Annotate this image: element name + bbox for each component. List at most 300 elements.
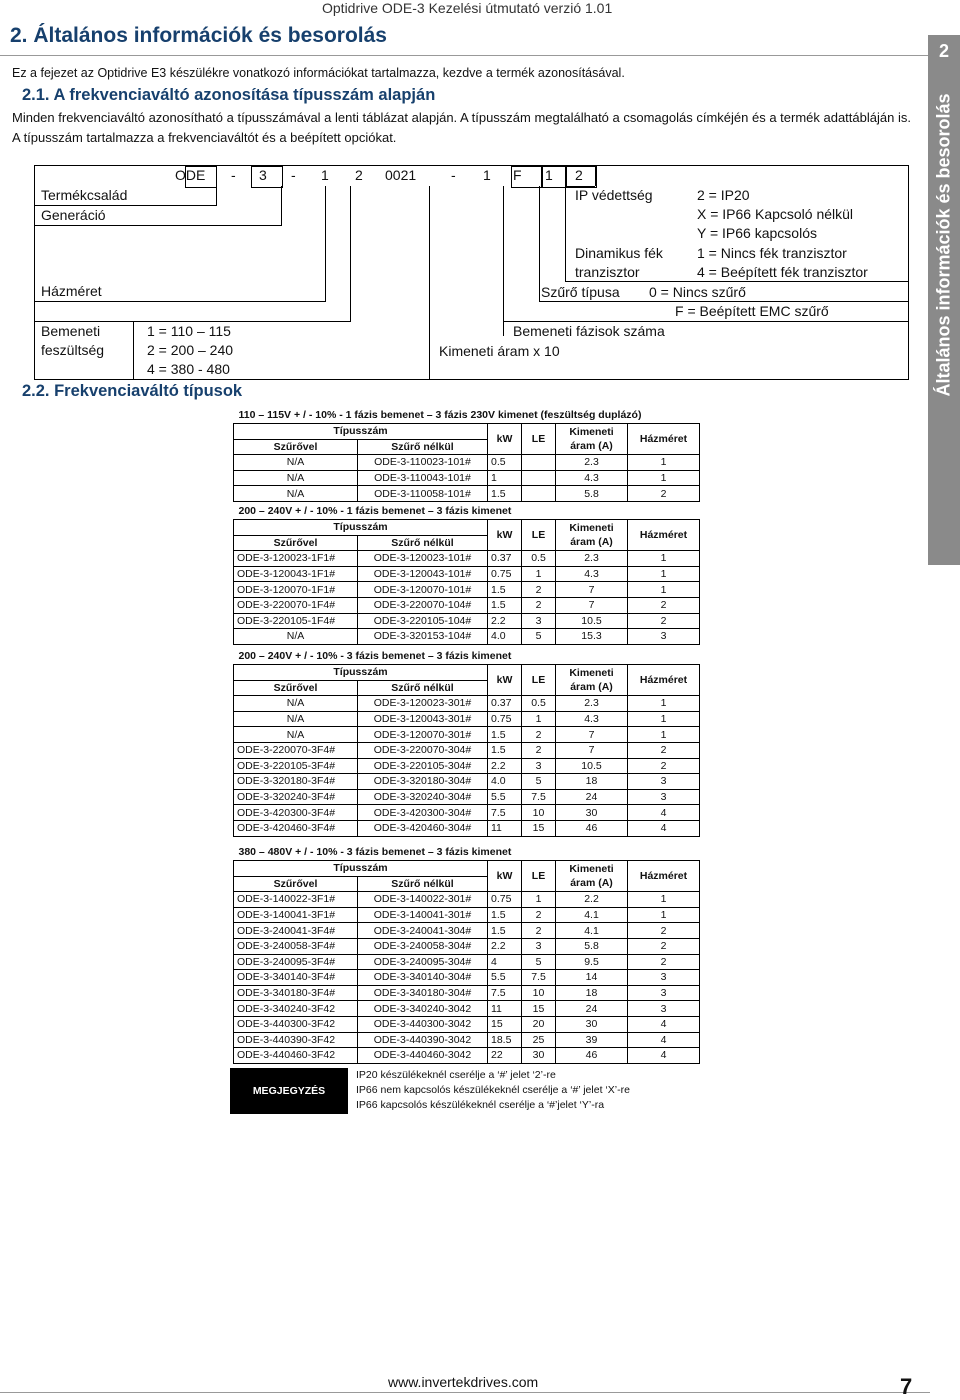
cell-with-filter: N/A (234, 470, 358, 486)
cell-current: 2.3 (556, 455, 628, 471)
header-kw: kW (488, 665, 522, 696)
cell-frame: 2 (628, 923, 700, 939)
cell-without-filter: ODE-3-420300-304# (358, 805, 488, 821)
voltage-option-1: 1 = 110 – 115 (147, 323, 231, 339)
cell-frame: 4 (628, 1016, 700, 1032)
line-phases (503, 321, 908, 322)
filter-option-0: 0 = Nincs szűrő (649, 284, 746, 300)
header-type-number: Típusszám (234, 861, 488, 877)
cell-hp: 0.5 (522, 696, 556, 712)
cell-kw: 0.37 (488, 551, 522, 567)
chapter-title: 2. Általános információk és besorolás (10, 24, 387, 47)
footer-divider (0, 1392, 930, 1393)
header-kw: kW (488, 424, 522, 455)
cell-frame: 4 (628, 1032, 700, 1048)
cell-kw: 0.5 (488, 455, 522, 471)
footer-url[interactable]: www.invertekdrives.com (388, 1374, 539, 1390)
header-output-current-2: áram (A) (570, 877, 613, 890)
cell-without-filter: ODE-3-220105-304# (358, 758, 488, 774)
cell-hp: 5 (522, 629, 556, 645)
header-without-filter: Szűrő nélkül (358, 876, 488, 892)
cell-kw: 4 (488, 954, 522, 970)
code-voltage: 2 (355, 167, 363, 183)
section-title-identification: 2.1. A frekvenciaváltó azonosítása típusszám alapján (22, 86, 436, 104)
cell-with-filter: N/A (234, 455, 358, 471)
cell-frame: 3 (628, 1001, 700, 1017)
cell-hp: 2 (522, 907, 556, 923)
cell-without-filter: ODE-3-340240-3042 (358, 1001, 488, 1017)
cell-hp: 2 (522, 597, 556, 613)
cell-without-filter: ODE-3-340180-304# (358, 985, 488, 1001)
cell-hp: 7.5 (522, 789, 556, 805)
document-header: Optidrive ODE-3 Kezelési útmutató verzió 1.01 (322, 0, 613, 16)
cell-current: 5.8 (556, 486, 628, 502)
line-brake-v (565, 186, 566, 282)
code-phases: 1 (483, 167, 491, 183)
table-row (234, 805, 700, 821)
cell-with-filter: ODE-3-340240-3F42 (234, 1001, 358, 1017)
cell-kw: 0.37 (488, 696, 522, 712)
table-row (234, 820, 700, 836)
filter-option-f: F = Beépített EMC szűrő (675, 303, 829, 319)
table-row (234, 923, 700, 939)
header-output-current-2: áram (A) (570, 681, 613, 694)
header-with-filter: Szűrővel (234, 680, 358, 696)
cell-frame: 2 (628, 938, 700, 954)
cell-without-filter: ODE-3-320240-304# (358, 789, 488, 805)
table-row (234, 551, 700, 567)
table-row (234, 566, 700, 582)
cell-hp: 2 (522, 742, 556, 758)
cell-hp (522, 455, 556, 471)
cell-with-filter: ODE-3-440460-3F42 (234, 1048, 358, 1064)
note-label: MEGJEGYZÉS (230, 1068, 348, 1114)
table-row (234, 727, 700, 743)
cell-with-filter: ODE-3-340180-3F4# (234, 985, 358, 1001)
table-row (234, 907, 700, 923)
header-output-current (556, 424, 628, 455)
header-hp: LE (522, 424, 556, 455)
cell-hp: 10 (522, 985, 556, 1001)
cell-frame: 1 (628, 455, 700, 471)
code-dash-2: - (291, 167, 296, 183)
table-row (234, 954, 700, 970)
cell-with-filter: ODE-3-340140-3F4# (234, 970, 358, 986)
table-row (234, 613, 700, 629)
cell-hp: 5 (522, 774, 556, 790)
cell-without-filter: ODE-3-110043-101# (358, 470, 488, 486)
cell-kw: 7.5 (488, 805, 522, 821)
cell-without-filter: ODE-3-120043-301# (358, 711, 488, 727)
cell-frame: 2 (628, 613, 700, 629)
cell-with-filter: N/A (234, 727, 358, 743)
cell-frame: 2 (628, 486, 700, 502)
cell-frame: 1 (628, 566, 700, 582)
table-row (234, 758, 700, 774)
drive-type-table (233, 647, 700, 837)
cell-hp: 25 (522, 1032, 556, 1048)
cell-without-filter: ODE-3-320153-104# (358, 629, 488, 645)
cell-without-filter: ODE-3-120023-301# (358, 696, 488, 712)
table-title: 200 – 240V + / - 10% - 3 fázis bemenet – 3 fázis kimenet (238, 649, 512, 662)
table-row (234, 1001, 700, 1017)
type-code-diagram (34, 165, 909, 380)
ip-option-2: 2 = IP20 (697, 187, 750, 203)
cell-hp: 1 (522, 892, 556, 908)
table-row (234, 938, 700, 954)
cell-kw: 1.5 (488, 923, 522, 939)
table-row (234, 742, 700, 758)
cell-with-filter: ODE-3-320180-3F4# (234, 774, 358, 790)
table-title: 110 – 115V + / - 10% - 1 fázis bemenet – 3 fázis 230V kimenet (feszültség duplázó) (238, 408, 642, 421)
label-output-current: Kimeneti áram x 10 (439, 343, 560, 359)
header-output-current-2: áram (A) (570, 536, 613, 549)
cell-with-filter: ODE-3-140022-3F1# (234, 892, 358, 908)
chapter-side-tab (928, 35, 960, 565)
header-type-number: Típusszám (234, 665, 488, 681)
cell-kw: 22 (488, 1048, 522, 1064)
cell-frame: 3 (628, 629, 700, 645)
table-title-row (234, 647, 700, 665)
label-brake-2: tranzisztor (575, 264, 640, 280)
cell-hp: 2 (522, 582, 556, 598)
cell-kw: 0.75 (488, 892, 522, 908)
table-title-row (234, 406, 700, 424)
code-filter: F (513, 167, 522, 183)
table-row (234, 711, 700, 727)
line-voltage (35, 321, 350, 322)
cell-kw: 1.5 (488, 582, 522, 598)
cell-kw: 18.5 (488, 1032, 522, 1048)
cell-without-filter: ODE-3-220105-104# (358, 613, 488, 629)
cell-with-filter: ODE-3-220070-1F4# (234, 597, 358, 613)
cell-current: 18 (556, 774, 628, 790)
cell-with-filter: ODE-3-120070-1F1# (234, 582, 358, 598)
table-header-row (234, 861, 700, 877)
drive-type-table (233, 406, 700, 502)
cell-current: 10.5 (556, 613, 628, 629)
header-with-filter: Szűrővel (234, 876, 358, 892)
cell-frame: 4 (628, 820, 700, 836)
cell-hp: 7.5 (522, 970, 556, 986)
cell-hp: 30 (522, 1048, 556, 1064)
cell-current: 7 (556, 597, 628, 613)
cell-current: 5.8 (556, 938, 628, 954)
table-row (234, 629, 700, 645)
header-frame-size: Házméret (628, 861, 700, 892)
note-box (230, 1068, 696, 1114)
cell-kw: 2.2 (488, 758, 522, 774)
line-frame-v (325, 186, 326, 302)
label-brake-1: Dinamikus fék (575, 245, 663, 261)
table-row (234, 1032, 700, 1048)
table-header-row (234, 665, 700, 681)
cell-frame: 2 (628, 954, 700, 970)
cell-with-filter: N/A (234, 629, 358, 645)
cell-kw: 11 (488, 820, 522, 836)
cell-hp: 10 (522, 805, 556, 821)
label-input-phases: Bemeneti fázisok száma (513, 323, 665, 339)
cell-without-filter: ODE-3-140022-301# (358, 892, 488, 908)
cell-current: 7 (556, 727, 628, 743)
table-row (234, 486, 700, 502)
page-number: 7 (900, 1374, 913, 1399)
header-hp: LE (522, 520, 556, 551)
cell-current: 4.1 (556, 923, 628, 939)
cell-hp: 20 (522, 1016, 556, 1032)
table-row (234, 1048, 700, 1064)
cell-frame: 2 (628, 758, 700, 774)
cell-frame: 1 (628, 582, 700, 598)
cell-kw: 7.5 (488, 985, 522, 1001)
brake-option-4: 4 = Beépített fék tranzisztor (697, 264, 868, 280)
table-row (234, 470, 700, 486)
cell-without-filter: ODE-3-240058-304# (358, 938, 488, 954)
header-output-current (556, 520, 628, 551)
line-family (35, 205, 217, 206)
table-title-row (234, 502, 700, 520)
cell-current: 7 (556, 582, 628, 598)
cell-with-filter: N/A (234, 696, 358, 712)
cell-hp: 1 (522, 711, 556, 727)
note-line: IP20 készülékeknél cserélje a ‘#’ jelet ‘2’-re (356, 1069, 556, 1081)
cell-with-filter: ODE-3-120043-1F1# (234, 566, 358, 582)
cell-kw: 4.0 (488, 629, 522, 645)
cell-hp: 15 (522, 1001, 556, 1017)
code-ode: ODE (175, 167, 206, 183)
cell-kw: 0.75 (488, 566, 522, 582)
table-title: 380 – 480V + / - 10% - 3 fázis bemenet – 3 fázis kimenet (238, 845, 512, 858)
line-generation (35, 225, 281, 226)
header-hp: LE (522, 665, 556, 696)
cell-hp: 2 (522, 727, 556, 743)
cell-current: 24 (556, 789, 628, 805)
cell-frame: 1 (628, 711, 700, 727)
cell-without-filter: ODE-3-120070-101# (358, 582, 488, 598)
cell-without-filter: ODE-3-420460-304# (358, 820, 488, 836)
code-current: 0021 (385, 167, 417, 183)
voltage-option-4: 4 = 380 - 480 (147, 361, 230, 377)
header-type-number: Típusszám (234, 424, 488, 440)
cell-hp: 5 (522, 954, 556, 970)
cell-with-filter: ODE-3-220105-1F4# (234, 613, 358, 629)
cell-with-filter: ODE-3-420300-3F4# (234, 805, 358, 821)
header-without-filter: Szűrő nélkül (358, 680, 488, 696)
table-header-row (234, 520, 700, 536)
cell-current: 7 (556, 742, 628, 758)
cell-without-filter: ODE-3-120023-101# (358, 551, 488, 567)
cell-without-filter: ODE-3-220070-104# (358, 597, 488, 613)
cell-with-filter: ODE-3-220105-3F4# (234, 758, 358, 774)
cell-frame: 3 (628, 774, 700, 790)
code-dash-1: - (231, 167, 236, 183)
cell-frame: 2 (628, 742, 700, 758)
cell-hp (522, 470, 556, 486)
cell-frame: 4 (628, 1048, 700, 1064)
line-family-v (216, 186, 217, 206)
drive-type-table (233, 843, 700, 1064)
cell-kw: 11 (488, 1001, 522, 1017)
label-generation: Generáció (41, 207, 106, 223)
cell-frame: 1 (628, 696, 700, 712)
cell-without-filter: ODE-3-110058-101# (358, 486, 488, 502)
cell-without-filter: ODE-3-340140-304# (358, 970, 488, 986)
cell-current: 4.1 (556, 907, 628, 923)
note-line: IP66 kapcsolós készülékeknél cserélje a ‘#’jelet ‘Y’-ra (356, 1099, 605, 1111)
header-without-filter: Szűrő nélkül (358, 439, 488, 455)
header-frame-size: Házméret (628, 520, 700, 551)
label-product-family: Termékcsalád (41, 187, 128, 203)
table-row (234, 455, 700, 471)
cell-with-filter: N/A (234, 711, 358, 727)
cell-with-filter: ODE-3-240058-3F4# (234, 938, 358, 954)
cell-hp: 3 (522, 938, 556, 954)
label-input-voltage-1: Bemeneti (41, 323, 101, 339)
side-tab-number: 2 (938, 41, 949, 61)
table-row (234, 696, 700, 712)
header-kw: kW (488, 520, 522, 551)
cell-without-filter: ODE-3-220070-304# (358, 742, 488, 758)
cell-current: 4.3 (556, 470, 628, 486)
table-row (234, 892, 700, 908)
cell-with-filter: ODE-3-320240-3F4# (234, 789, 358, 805)
table-row (234, 1016, 700, 1032)
cell-current: 2.3 (556, 696, 628, 712)
drive-type-table (233, 502, 700, 645)
cell-kw: 1.5 (488, 597, 522, 613)
ip-option-x: X = IP66 Kapcsoló nélkül (697, 206, 854, 222)
cell-kw: 15 (488, 1016, 522, 1032)
cell-hp: 3 (522, 758, 556, 774)
cell-without-filter: ODE-3-120070-301# (358, 727, 488, 743)
code-frame: 1 (321, 167, 329, 183)
cell-with-filter: ODE-3-420460-3F4# (234, 820, 358, 836)
cell-kw: 1.5 (488, 486, 522, 502)
header-output-current-1: Kimeneti (569, 522, 614, 535)
cell-hp: 1 (522, 566, 556, 582)
cell-frame: 2 (628, 597, 700, 613)
cell-current: 10.5 (556, 758, 628, 774)
ip-option-y: Y = IP66 kapcsolós (697, 225, 817, 241)
identification-paragraph: Minden frekvenciaváltó azonosítható a típusszámával a lenti táblázat alapján. A típusszám megtalálható a csomagolás címkéjén és a termék adattábláján is. A típusszám tartalmazza a frekvenciaváltót és a beépített opciókat. (12, 110, 911, 145)
header-with-filter: Szűrővel (234, 439, 358, 455)
line-brake (565, 281, 908, 282)
cell-without-filter: ODE-3-240095-304# (358, 954, 488, 970)
header-hp: LE (522, 861, 556, 892)
label-frame-size: Házméret (41, 283, 102, 299)
cell-current: 18 (556, 985, 628, 1001)
header-type-number: Típusszám (234, 520, 488, 536)
cell-kw: 5.5 (488, 970, 522, 986)
label-input-voltage-2: feszültség (41, 342, 105, 358)
cell-current: 30 (556, 1016, 628, 1032)
table-row (234, 582, 700, 598)
chapter-intro: Ez a fejezet az Optidrive E3 készülékre vonatkozó információkat tartalmazza, kezdve a termék azonosításával. (12, 66, 625, 80)
cell-current: 4.3 (556, 711, 628, 727)
code-brake: 1 (545, 167, 553, 183)
header-with-filter: Szűrővel (234, 535, 358, 551)
cell-with-filter: ODE-3-440390-3F42 (234, 1032, 358, 1048)
cell-current: 46 (556, 1048, 628, 1064)
cell-with-filter: N/A (234, 486, 358, 502)
code-dash-3: - (451, 167, 456, 183)
cell-hp (522, 486, 556, 502)
cell-with-filter: ODE-3-140041-3F1# (234, 907, 358, 923)
cell-with-filter: ODE-3-240095-3F4# (234, 954, 358, 970)
table-row (234, 597, 700, 613)
label-filter-type: Szűrő típusa (541, 284, 620, 300)
header-frame-size: Házméret (628, 665, 700, 696)
cell-current: 39 (556, 1032, 628, 1048)
cell-kw: 2.2 (488, 938, 522, 954)
table-row (234, 970, 700, 986)
cell-without-filter: ODE-3-120043-101# (358, 566, 488, 582)
cell-hp: 2 (522, 923, 556, 939)
cell-with-filter: ODE-3-240041-3F4# (234, 923, 358, 939)
cell-without-filter: ODE-3-440390-3042 (358, 1032, 488, 1048)
line-voltage-div (133, 321, 134, 379)
label-ip-rating: IP védettség (575, 187, 653, 203)
note-lines (356, 1068, 630, 1113)
line-voltage-v (350, 186, 351, 322)
cell-kw: 4.0 (488, 774, 522, 790)
cell-hp: 0.5 (522, 551, 556, 567)
line-current-v (429, 186, 430, 379)
table-title-row (234, 843, 700, 861)
cell-without-filter: ODE-3-240041-304# (358, 923, 488, 939)
cell-kw: 1 (488, 470, 522, 486)
header-output-current (556, 665, 628, 696)
cell-with-filter: ODE-3-120023-1F1# (234, 551, 358, 567)
code-generation: 3 (259, 167, 267, 183)
section-title-types: 2.2. Frekvenciaváltó típusok (22, 382, 243, 400)
cell-frame: 1 (628, 727, 700, 743)
header-output-current-1: Kimeneti (569, 667, 614, 680)
cell-current: 15.3 (556, 629, 628, 645)
note-line: IP66 nem kapcsolós készülékeknél cserélje a ‘#’ jelet ‘X’-re (356, 1084, 630, 1096)
line-filter (539, 301, 908, 302)
cell-with-filter: ODE-3-220070-3F4# (234, 742, 358, 758)
cell-current: 30 (556, 805, 628, 821)
header-frame-size: Házméret (628, 424, 700, 455)
cell-current: 14 (556, 970, 628, 986)
brake-option-1: 1 = Nincs fék tranzisztor (697, 245, 847, 261)
cell-kw: 1.5 (488, 907, 522, 923)
cell-current: 4.3 (556, 566, 628, 582)
cell-frame: 4 (628, 805, 700, 821)
table-title: 200 – 240V + / - 10% - 1 fázis bemenet – 3 fázis kimenet (238, 504, 512, 517)
cell-frame: 3 (628, 789, 700, 805)
cell-kw: 5.5 (488, 789, 522, 805)
line-frame (35, 301, 325, 302)
header-output-current-1: Kimeneti (569, 863, 614, 876)
line-generation-v (281, 186, 282, 226)
header-kw: kW (488, 861, 522, 892)
header-without-filter: Szűrő nélkül (358, 535, 488, 551)
header-output-current-1: Kimeneti (569, 426, 614, 439)
line-filter-v (539, 186, 540, 302)
cell-current: 9.5 (556, 954, 628, 970)
cell-current: 2.2 (556, 892, 628, 908)
cell-kw: 1.5 (488, 742, 522, 758)
table-row (234, 985, 700, 1001)
table-row (234, 774, 700, 790)
cell-without-filter: ODE-3-110023-101# (358, 455, 488, 471)
cell-hp: 15 (522, 820, 556, 836)
line-phases-v (503, 186, 504, 336)
table-header-row (234, 424, 700, 440)
cell-with-filter: ODE-3-440300-3F42 (234, 1016, 358, 1032)
